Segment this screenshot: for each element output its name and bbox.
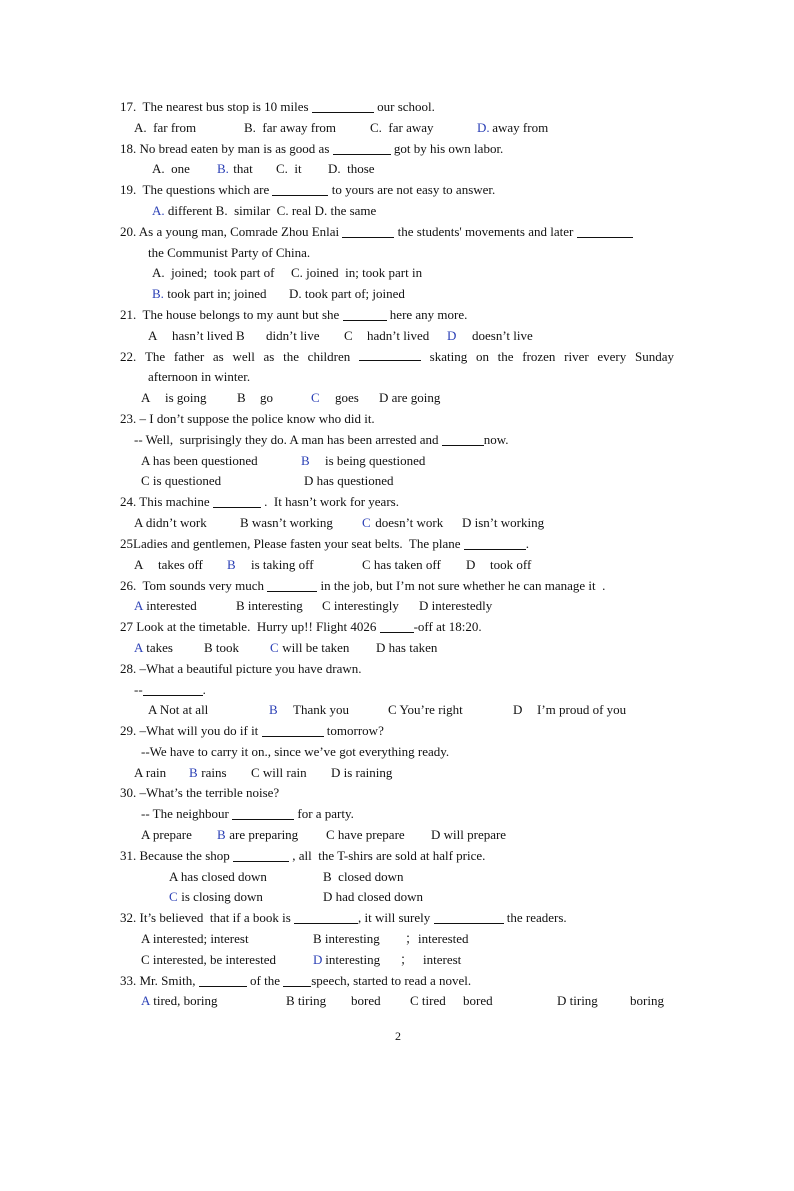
- answer-blank: [342, 225, 394, 238]
- question-30-stem: 30. –What’s the terrible noise?: [120, 785, 280, 800]
- question-28-reply: -- .: [134, 682, 206, 697]
- answer-blank: [262, 724, 324, 737]
- question-28-stem: 28. –What a beautiful picture you have drawn.: [120, 661, 362, 676]
- question-23-options-2: C is questioned D has questioned: [141, 473, 394, 488]
- answer-blank: [213, 495, 261, 508]
- question-20-options-1: A. joined; took part of C. joined in; took part in: [152, 265, 423, 280]
- answer-blank: [380, 620, 414, 633]
- question-22-stem: 22. The father as well as the children skating on the frozen river every Sunday: [120, 349, 674, 364]
- question-29-options: A rain B rains C will rain D is raining: [134, 765, 393, 780]
- question-27-options: A takes B took C will be taken D has taken: [134, 640, 438, 655]
- answer-blank: [267, 579, 317, 592]
- question-20-stem-cont: the Communist Party of China.: [148, 245, 311, 260]
- question-29-stem: 29. –What will you do if it tomorrow?: [120, 723, 384, 738]
- question-19-stem: 19. The questions which are to yours are not easy to answer.: [120, 182, 496, 197]
- question-27-stem: 27 Look at the timetable. Hurry up!! Flight 4026 -off at 18:20.: [120, 619, 482, 634]
- answer-blank: [283, 974, 311, 987]
- answer-blank: [199, 974, 247, 987]
- question-23-options-1: A has been questioned B is being questioned: [141, 453, 426, 468]
- question-31-options-2: C is closing down D had closed down: [169, 889, 424, 904]
- question-26-stem: 26. Tom sounds very much in the job, but I’m not sure whether he can manage it .: [120, 578, 606, 593]
- question-22-stem-cont: afternoon in winter.: [148, 369, 251, 384]
- page-number: 2: [395, 1029, 401, 1043]
- answer-blank: [232, 807, 294, 820]
- question-32-stem: 32. It’s believed that if a book is , it will surely the readers.: [120, 910, 567, 925]
- question-21-options: A hasn’t lived B didn’t live C hadn’t lived D doesn’t live: [148, 328, 533, 343]
- answer-blank: [359, 347, 421, 361]
- question-22-options: A is going B go C goes D are going: [141, 390, 441, 405]
- question-24-options: A didn’t work B wasn’t working C doesn’t work D isn’t working: [134, 515, 545, 530]
- question-31-options-1: A has closed down B closed down: [169, 869, 404, 884]
- question-23-reply: -- Well, surprisingly they do. A man has been arrested and now.: [134, 432, 509, 447]
- question-28-options: A Not at all B Thank you C You’re right D I’m proud of you: [148, 702, 627, 717]
- answer-blank: [333, 142, 391, 155]
- answer-blank: [577, 225, 633, 238]
- question-33-options: A tired, boring B tiring bored C tired bored D tiring boring: [141, 993, 664, 1008]
- question-30-options: A prepare B are preparing C have prepare D will prepare: [141, 827, 507, 842]
- question-18-stem: 18. No bread eaten by man is as good as got by his own labor.: [120, 141, 504, 156]
- question-32-options-1: A interested; interest B interesting ；interested: [141, 931, 469, 946]
- answer-blank: [312, 100, 374, 113]
- answer-blank: [233, 849, 289, 862]
- question-19-options: A. different B. similar C. real D. the same: [152, 203, 377, 218]
- question-26-options: A interested B interesting C interestingly D interestedly: [134, 598, 493, 613]
- question-17-options: A. far from B. far away from C. far away D. away from: [134, 120, 549, 135]
- question-29-reply: --We have to carry it on., since we’ve got everything ready.: [141, 744, 450, 759]
- question-20-options-2: B. took part in; joined D. took part of; joined: [152, 286, 405, 301]
- question-17-stem: 17. The nearest bus stop is 10 miles our school.: [120, 99, 435, 114]
- answer-blank: [272, 183, 328, 196]
- question-31-stem: 31. Because the shop , all the T-shirs are sold at half price.: [120, 848, 486, 863]
- question-30-reply: -- The neighbour for a party.: [141, 806, 354, 821]
- answer-blank: [464, 537, 526, 550]
- question-25-options: A takes off B is taking off C has taken off D took off: [134, 557, 532, 572]
- question-24-stem: 24. This machine . It hasn’t work for years.: [120, 494, 399, 509]
- question-33-stem: 33. Mr. Smith, of the speech, started to read a novel.: [120, 973, 472, 988]
- question-21-stem: 21. The house belongs to my aunt but she here any more.: [120, 307, 468, 322]
- answer-blank: [434, 911, 504, 924]
- question-18-options: A. one B. that C. it D. those: [152, 161, 375, 176]
- question-20-stem: 20. As a young man, Comrade Zhou Enlai the students' movements and later: [120, 222, 633, 242]
- question-25-stem: 25Ladies and gentlemen, Please fasten your seat belts. The plane .: [120, 536, 530, 551]
- question-23-stem: 23. – I don’t suppose the police know who did it.: [120, 411, 375, 426]
- answer-blank: [442, 433, 484, 446]
- answer-blank: [143, 683, 203, 696]
- question-32-options-2: C interested, be interested D interesting ； interest: [141, 952, 462, 967]
- answer-blank: [343, 308, 387, 321]
- answer-blank: [294, 911, 358, 924]
